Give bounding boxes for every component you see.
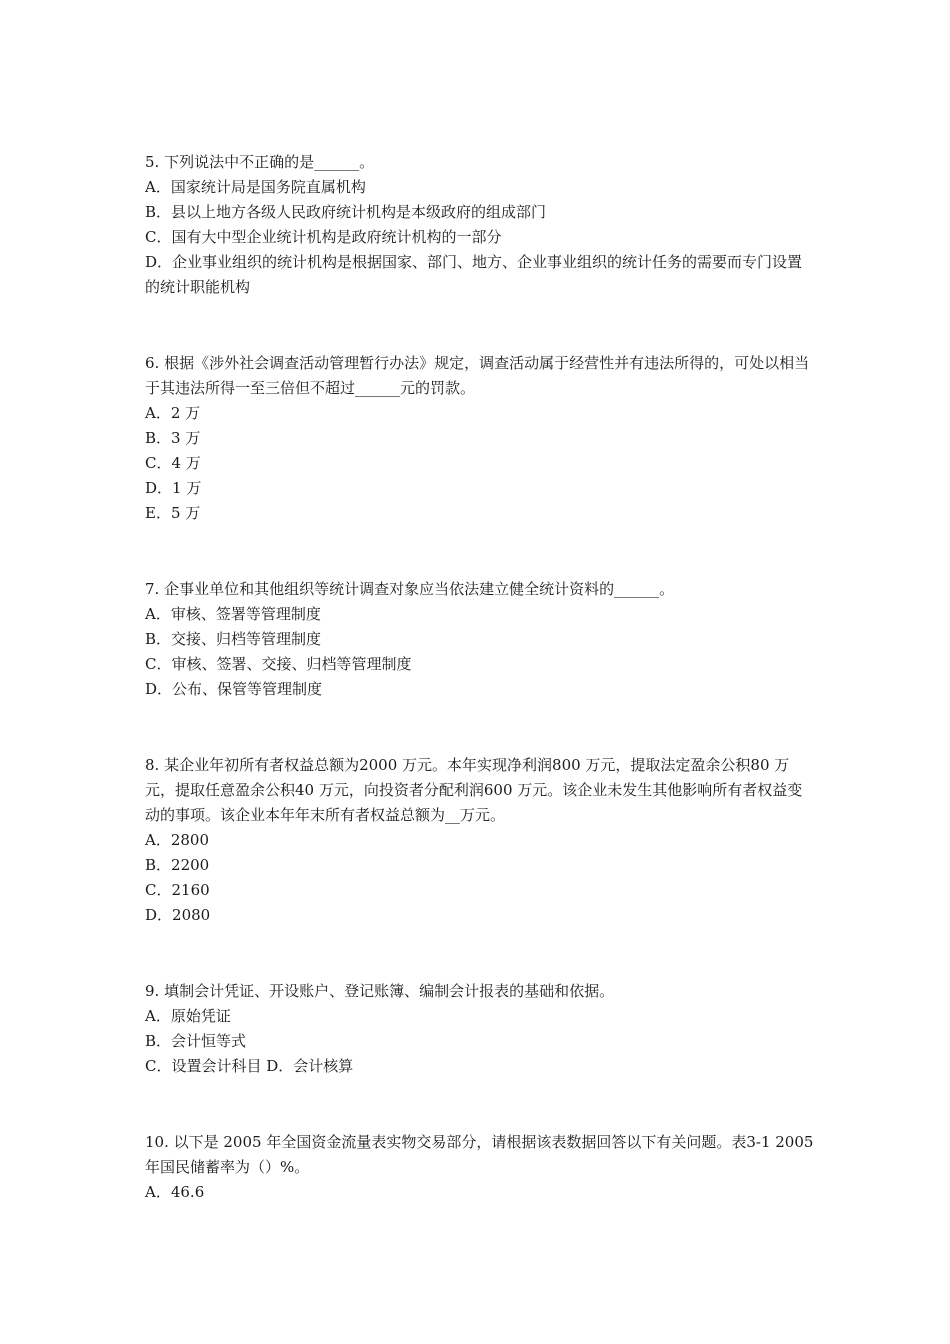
option-c: C．审核、签署、交接、归档等管理制度: [145, 655, 412, 673]
option-d: D．公布、保管等管理制度: [145, 680, 323, 698]
option-d: D．2080: [145, 906, 211, 924]
option-b: B．交接、归档等管理制度: [145, 630, 322, 648]
option-e: E．5 万: [145, 504, 201, 522]
question-text: 10. 以下是 2005 年全国资金流量表实物交易部分，请根据该表数据回答以下有关问题。表3-1 2005 年国民储蓄率为（）%。: [145, 1133, 814, 1176]
option-d: D．企业事业组织的统计机构是根据国家、部门、地方、企业事业组织的统计任务的需要而专门设置的统计职能机构: [145, 253, 803, 296]
option-b: B．3 万: [145, 429, 201, 447]
option-a: A．2800: [145, 831, 210, 849]
option-d: D．1 万: [145, 479, 202, 497]
option-a: A．原始凭证: [145, 1007, 231, 1025]
question-7: [145, 577, 815, 702]
question-5: [145, 150, 815, 300]
option-b: B．2200: [145, 856, 210, 874]
question-10: [145, 1130, 815, 1205]
question-text: 6. 根据《涉外社会调查活动管理暂行办法》规定，调查活动属于经营性并有违法所得的，可处以相当于其违法所得一至三倍但不超过______元的罚款。: [145, 354, 810, 397]
option-c-d: C．设置会计科目 D．会计核算: [145, 1057, 354, 1075]
option-a: A．国家统计局是国务院直属机构: [145, 178, 366, 196]
question-6: [145, 351, 815, 526]
option-a: A．46.6: [145, 1183, 205, 1201]
option-c: C．2160: [145, 881, 210, 899]
option-b: B．会计恒等式: [145, 1032, 247, 1050]
question-text: 8. 某企业年初所有者权益总额为2000 万元。本年实现净利润800 万元，提取法定盈余公积80 万元，提取任意盈余公积40 万元，向投资者分配利润600 万元。该企业未发生其他影响所有者权益变动的事项。该企业本年年末所有者权益总额为__万元。: [145, 756, 803, 824]
question-text: 5. 下列说法中不正确的是______。: [145, 153, 375, 171]
option-a: A．2 万: [145, 404, 201, 422]
option-c: C．4 万: [145, 454, 201, 472]
document-page: [145, 150, 815, 1205]
question-text: 7. 企事业单位和其他组织等统计调查对象应当依法建立健全统计资料的______。: [145, 580, 675, 598]
option-c: C．国有大中型企业统计机构是政府统计机构的一部分: [145, 228, 502, 246]
option-a: A．审核、签署等管理制度: [145, 605, 321, 623]
question-text: 9. 填制会计凭证、开设账户、登记账簿、编制会计报表的基础和依据。: [145, 982, 615, 1000]
question-9: [145, 979, 815, 1079]
question-8: [145, 753, 815, 928]
option-b: B．县以上地方各级人民政府统计机构是本级政府的组成部门: [145, 203, 547, 221]
